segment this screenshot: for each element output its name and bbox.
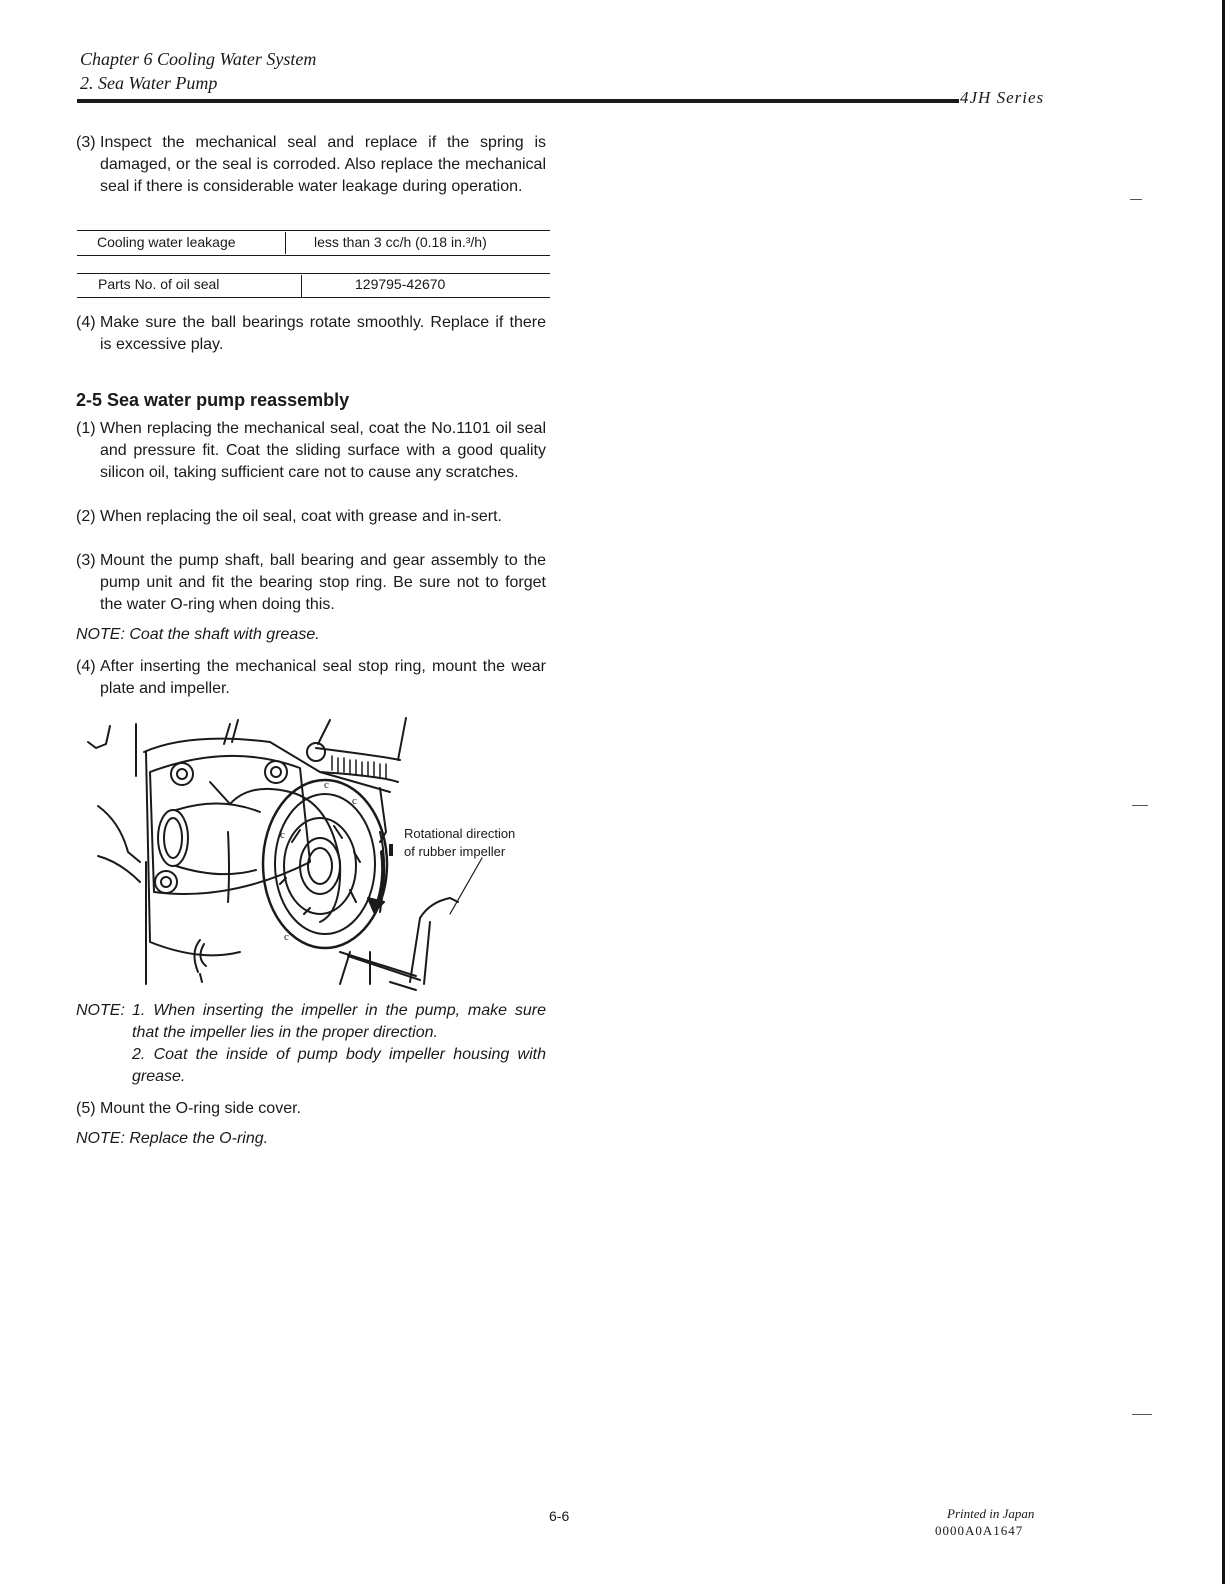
note-shaft-grease: NOTE: Coat the shaft with grease. xyxy=(76,626,320,643)
step-text: Mount the O-ring side cover. xyxy=(100,1100,301,1117)
table1-label: Cooling water leakage xyxy=(97,234,236,250)
table2-value: 129795-42670 xyxy=(355,276,446,292)
step-number: (2) xyxy=(76,508,96,525)
table2-label: Parts No. of oil seal xyxy=(98,276,220,292)
note-replace-oring: NOTE: Replace the O-ring. xyxy=(76,1130,269,1147)
table1-bottom-rule xyxy=(77,255,550,256)
reassembly-step-4 xyxy=(76,656,546,700)
figure-label xyxy=(404,825,515,861)
item-text: Make sure the ball bearings rotate smoothly. Replace if there is excessive play. xyxy=(100,314,546,353)
svg-text:c: c xyxy=(324,779,329,791)
step-text: Mount the pump shaft, ball bearing and gear assembly to the pump unit and fit the bearing stop ring. Be sure not to forget the water O-ring when doing this. xyxy=(100,552,546,613)
note-item-1: 1. When inserting the impeller in the pump, make sure that the impeller lies in the proper direction. xyxy=(132,1002,546,1041)
margin-tick xyxy=(1132,805,1148,806)
figure-label-line2: of rubber impeller xyxy=(404,844,506,859)
table2-divider xyxy=(301,275,302,297)
inspection-item-3 xyxy=(76,132,546,198)
margin-tick xyxy=(1132,1414,1152,1415)
printed-in-japan: Printed in Japan xyxy=(947,1506,1035,1521)
chapter-title: Chapter 6 Cooling Water System xyxy=(80,49,317,69)
margin-tick xyxy=(1130,199,1142,200)
note-prefix: NOTE: xyxy=(76,1002,125,1019)
edge-mark xyxy=(88,726,110,748)
svg-text:c: c xyxy=(280,829,285,841)
reassembly-step-1 xyxy=(76,418,546,484)
reassembly-step-2 xyxy=(76,506,546,528)
series-label: 4JH Series xyxy=(960,88,1045,107)
figure-notes xyxy=(76,1000,546,1088)
reassembly-heading: 2-5 Sea water pump reassembly xyxy=(76,390,350,410)
reassembly-step-3 xyxy=(76,550,546,616)
header-rule xyxy=(77,99,959,103)
table1-value: less than 3 cc/h (0.18 in.³/h) xyxy=(314,234,487,250)
table2-bottom-rule xyxy=(77,297,550,298)
item-text: Inspect the mechanical seal and replace if the spring is damaged, or the seal is corroded. Also replace the mechanical seal if there is considerable water leakage during operation. xyxy=(100,134,546,195)
step-number: (3) xyxy=(76,552,96,569)
document-code: 0000A0A1647 xyxy=(935,1523,1024,1538)
step-number: (4) xyxy=(76,658,96,675)
item-number: (3) xyxy=(76,134,96,151)
table1-top-rule xyxy=(77,230,550,231)
reassembly-step-5 xyxy=(76,1098,546,1120)
page-number: 6-6 xyxy=(549,1508,570,1524)
step-text: When replacing the oil seal, coat with grease and in-sert. xyxy=(100,508,502,525)
step-text: When replacing the mechanical seal, coat the No.1101 oil seal and pressure fit. Coat the sliding surface with a good quality silicon oil, taking sufficient care not to cause any scratches. xyxy=(100,420,546,481)
table1-divider xyxy=(285,232,286,254)
step-text: After inserting the mechanical seal stop ring, mount the wear plate and impeller. xyxy=(100,658,546,697)
figure-label-line1: Rotational direction xyxy=(404,826,516,841)
table2-top-rule xyxy=(77,273,550,274)
step-number: (1) xyxy=(76,420,96,437)
svg-text:c: c xyxy=(284,931,289,943)
section-title: 2. Sea Water Pump xyxy=(80,73,218,93)
note-item-2: 2. Coat the inside of pump body impeller housing with grease. xyxy=(132,1046,546,1085)
item-number: (4) xyxy=(76,314,96,331)
inspection-item-4 xyxy=(76,312,546,356)
svg-text:c: c xyxy=(352,795,357,807)
step-number: (5) xyxy=(76,1100,96,1117)
